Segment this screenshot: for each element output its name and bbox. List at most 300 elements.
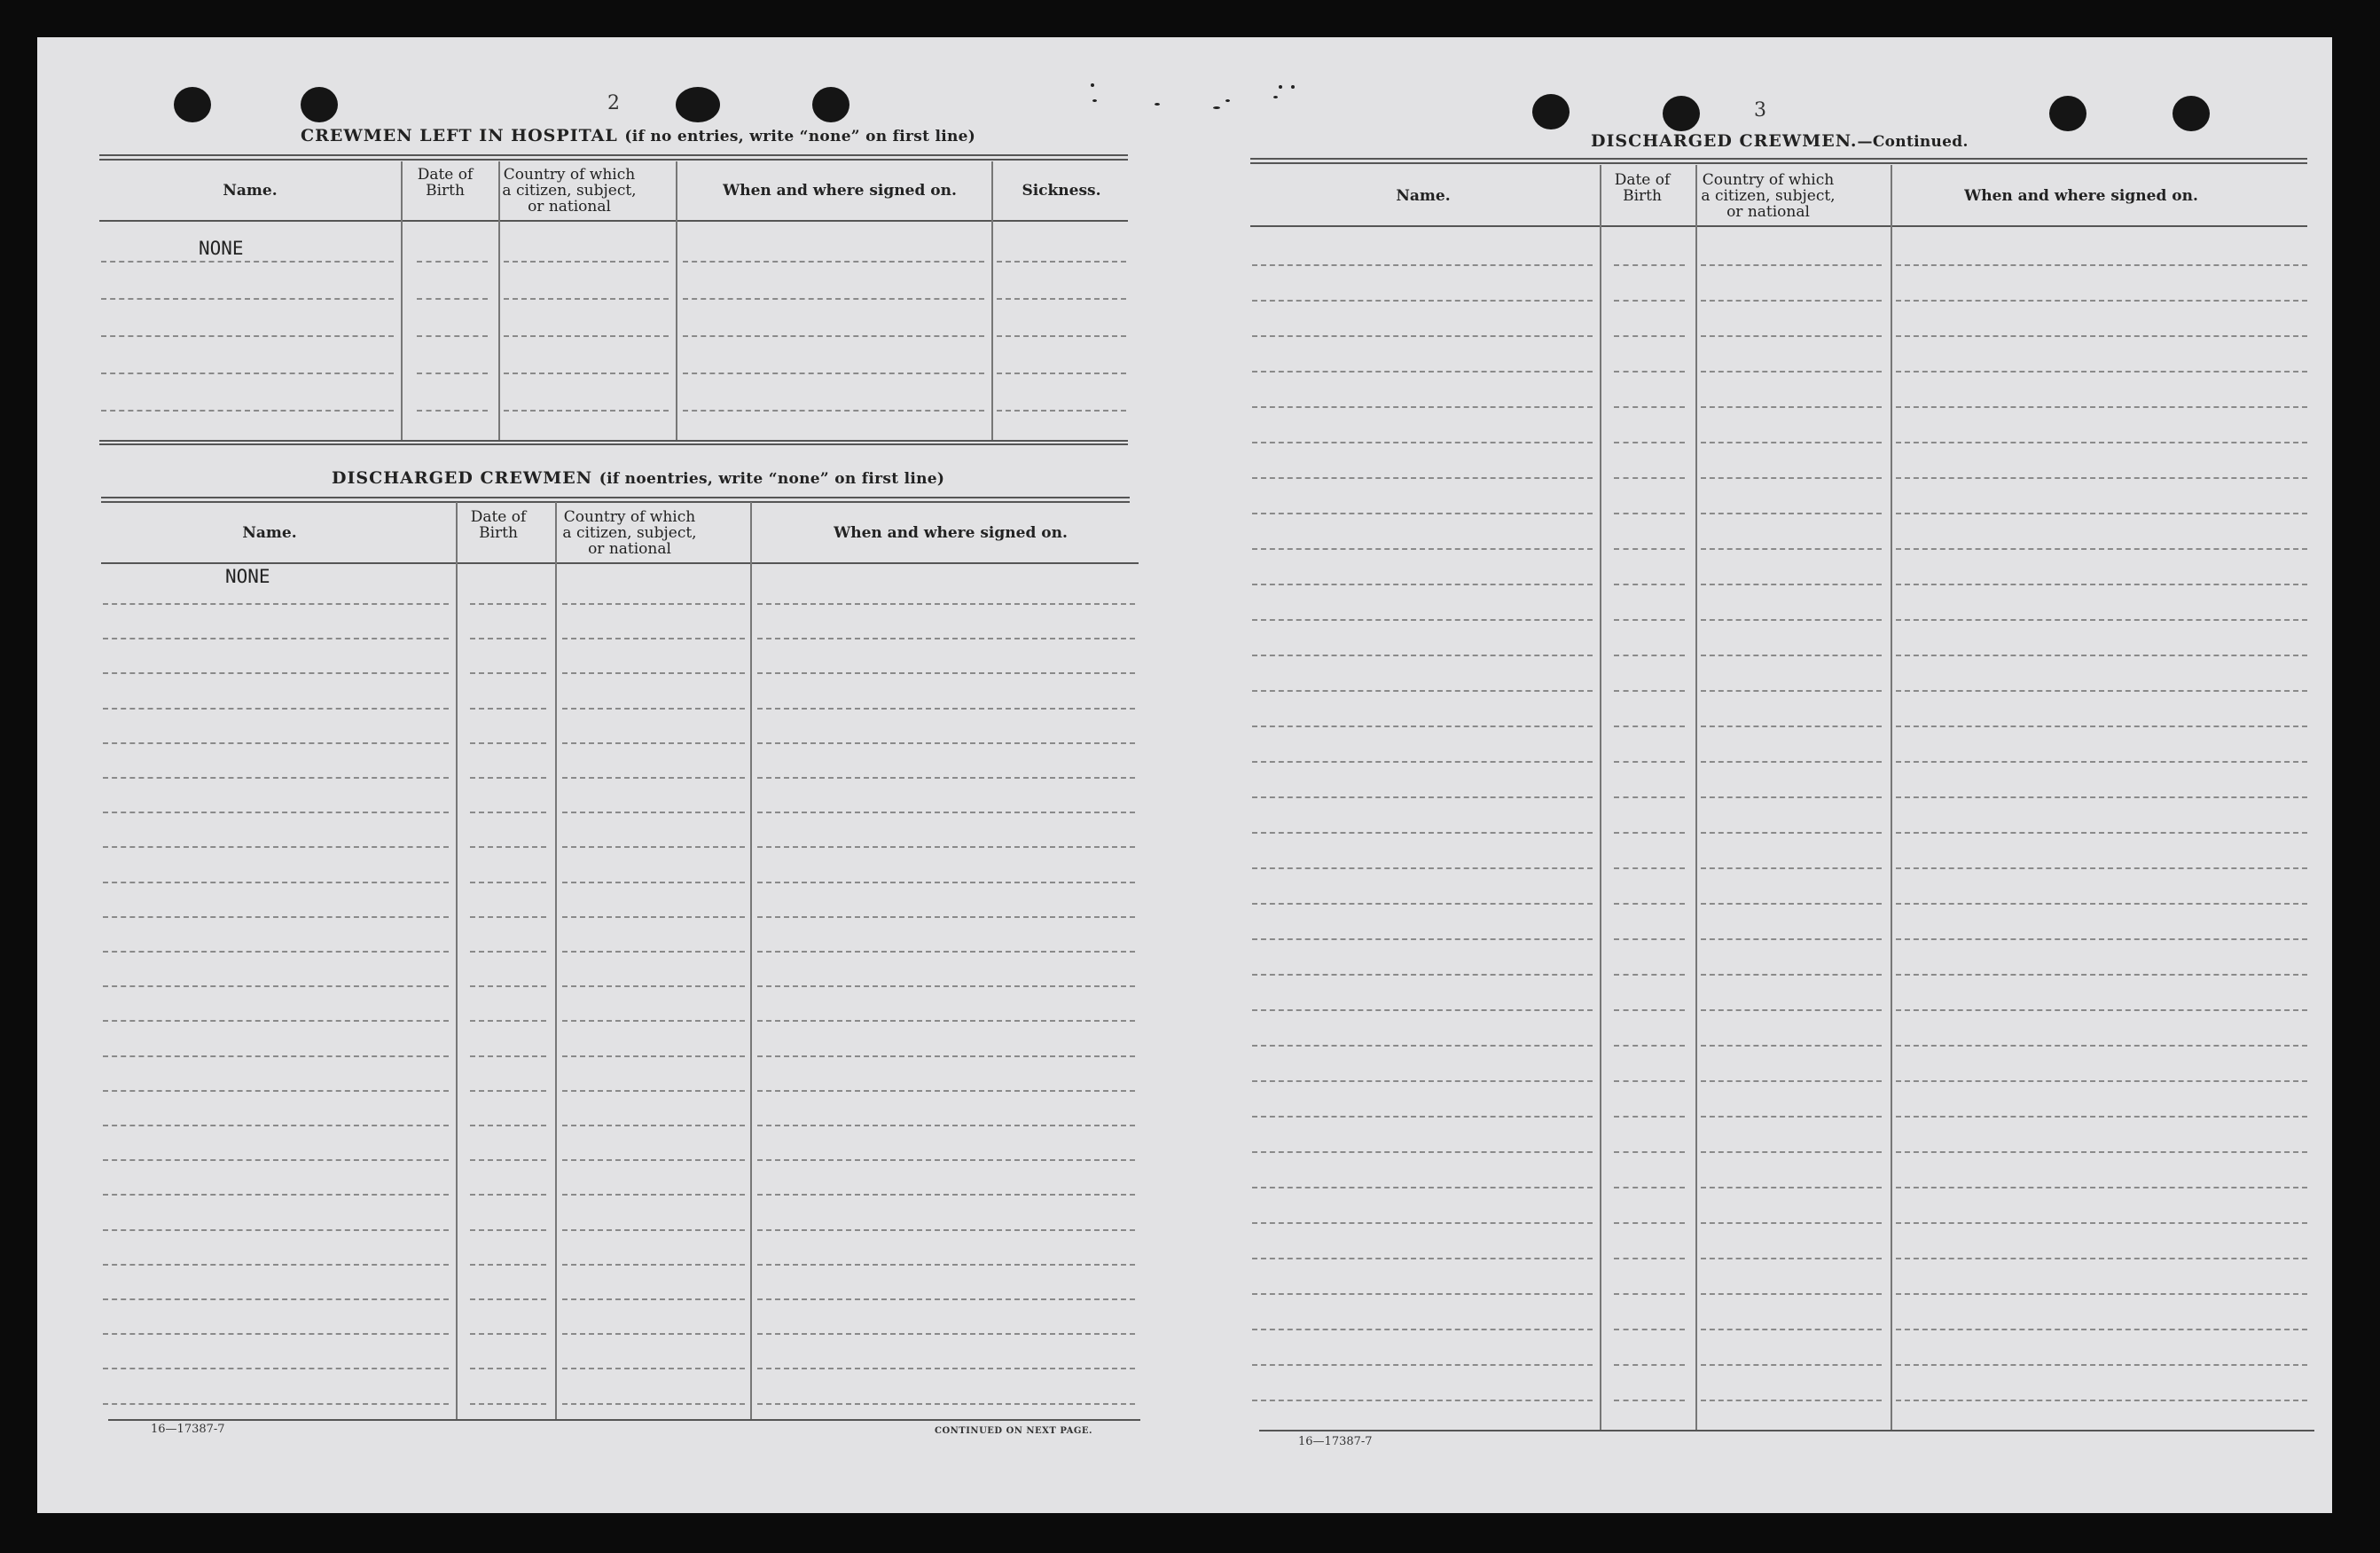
ruled-line — [103, 1159, 449, 1161]
ruled-line — [757, 1055, 1135, 1057]
right-title-text: DISCHARGED CREWMEN. — [1591, 131, 1858, 151]
ruled-line — [997, 335, 1126, 337]
ruled-line — [683, 410, 984, 412]
ruled-line — [562, 1403, 745, 1405]
ruled-line — [1252, 796, 1593, 798]
ruled-line — [470, 1368, 546, 1369]
ruled-line — [1896, 938, 2307, 940]
ruled-line — [470, 812, 546, 813]
punch-hole-icon — [301, 87, 338, 122]
ruled-line — [683, 335, 984, 337]
ruled-line — [1252, 1329, 1593, 1330]
ruled-line — [1614, 513, 1685, 514]
ruled-line — [1252, 655, 1593, 656]
discharged-title-text: DISCHARGED CREWMEN — [332, 468, 593, 488]
discharged-bottom-rule — [108, 1419, 1140, 1421]
ruled-line — [1701, 690, 1882, 692]
ruled-line — [504, 261, 669, 263]
ruled-line — [997, 410, 1126, 412]
ruled-line — [1252, 477, 1593, 479]
ruled-line — [504, 410, 669, 412]
right-section-title — [1591, 131, 1969, 151]
speck — [1155, 103, 1160, 106]
discharged-top-rule — [101, 497, 1130, 503]
ruled-line — [683, 298, 984, 300]
punch-hole-icon — [1663, 96, 1700, 131]
ruled-line — [1701, 903, 1882, 905]
punch-hole-icon — [2049, 96, 2086, 131]
ruled-line — [757, 603, 1135, 605]
ruled-line — [562, 672, 745, 674]
ruled-line — [757, 1090, 1135, 1092]
punch-hole-icon — [174, 87, 211, 122]
ruled-line — [1701, 619, 1882, 621]
ruled-line — [103, 603, 449, 605]
ruled-line — [562, 916, 745, 918]
hospital-title-text: CREWMEN LEFT IN HOSPITAL — [301, 126, 618, 145]
right-col-divider — [1891, 165, 1892, 1430]
ruled-line — [1896, 584, 2307, 585]
ruled-line — [562, 708, 745, 710]
ruled-line — [1252, 264, 1593, 266]
ruled-line — [562, 742, 745, 744]
ruled-line — [757, 882, 1135, 883]
ruled-line — [1614, 690, 1685, 692]
hospital-top-rule — [99, 154, 1128, 161]
ruled-line — [417, 261, 488, 263]
speck — [1213, 106, 1220, 109]
ruled-line — [1614, 1258, 1685, 1259]
ruled-line — [562, 812, 745, 813]
ruled-line — [562, 1229, 745, 1231]
ruled-line — [757, 916, 1135, 918]
ruled-line — [1252, 513, 1593, 514]
ruled-line — [1252, 1293, 1593, 1295]
ruled-line — [562, 1194, 745, 1196]
ruled-line — [1701, 548, 1882, 550]
ruled-line — [1701, 974, 1882, 976]
discharged-header-rule — [101, 562, 1139, 564]
ruled-line — [1614, 761, 1685, 763]
ruled-line — [1252, 726, 1593, 727]
right-col-country: Country of which a citizen, subject, or national — [1701, 171, 1836, 221]
ruled-line — [1896, 1080, 2307, 1082]
ruled-line — [1252, 1258, 1593, 1259]
ruled-line — [1701, 1151, 1882, 1153]
ruled-line — [1614, 903, 1685, 905]
ruled-line — [1614, 619, 1685, 621]
ruled-line — [562, 846, 745, 848]
ruled-line — [103, 1194, 449, 1196]
ruled-line — [1701, 761, 1882, 763]
ruled-line — [757, 638, 1135, 639]
ruled-line — [470, 1229, 546, 1231]
ruled-line — [103, 672, 449, 674]
right-col-divider — [1600, 165, 1601, 1430]
ruled-line — [1896, 1187, 2307, 1188]
ruled-line — [757, 1020, 1135, 1022]
ruled-line — [103, 812, 449, 813]
ruled-line — [757, 1298, 1135, 1300]
ruled-line — [103, 638, 449, 639]
ruled-line — [103, 1229, 449, 1231]
ruled-line — [1614, 548, 1685, 550]
ruled-line — [1701, 1364, 1882, 1366]
ruled-line — [562, 1090, 745, 1092]
hospital-bottom-rule — [99, 440, 1128, 445]
ruled-line — [470, 1055, 546, 1057]
speck — [1291, 85, 1295, 89]
ruled-line — [1614, 406, 1685, 408]
ruled-line — [417, 373, 488, 374]
ruled-line — [103, 1055, 449, 1057]
ruled-line — [1701, 584, 1882, 585]
ruled-line — [1252, 1187, 1593, 1188]
ruled-line — [1614, 584, 1685, 585]
ruled-line — [1614, 300, 1685, 302]
discharged-section-title — [332, 468, 944, 488]
right-col-name: Name. — [1396, 187, 1451, 205]
ruled-line — [470, 1090, 546, 1092]
ruled-line — [1701, 832, 1882, 834]
ruled-line — [470, 1020, 546, 1022]
ruled-line — [1614, 1293, 1685, 1295]
ruled-line — [103, 777, 449, 779]
ruled-line — [1614, 1329, 1685, 1330]
ruled-line — [101, 298, 394, 300]
ruled-line — [470, 1125, 546, 1126]
ruled-line — [757, 1368, 1135, 1369]
ruled-line — [1896, 1151, 2307, 1153]
ruled-line — [1896, 655, 2307, 656]
ruled-line — [470, 777, 546, 779]
ruled-line — [1252, 1080, 1593, 1082]
ruled-line — [470, 1403, 546, 1405]
ruled-line — [1896, 1222, 2307, 1224]
discharged-col-name: Name. — [242, 524, 297, 542]
ruled-line — [103, 1264, 449, 1266]
ruled-line — [1614, 1009, 1685, 1011]
ruled-line — [1701, 1080, 1882, 1082]
ruled-line — [1896, 832, 2307, 834]
ruled-line — [1896, 300, 2307, 302]
punch-hole-icon — [1532, 94, 1570, 129]
ruled-line — [470, 882, 546, 883]
ruled-line — [103, 742, 449, 744]
discharged-subtitle-text: (if noentries, write “none” on first line) — [599, 470, 945, 488]
punch-hole-icon — [2173, 96, 2210, 131]
ruled-line — [997, 298, 1126, 300]
punch-hole-icon — [676, 87, 720, 122]
ruled-line — [757, 846, 1135, 848]
ruled-line — [417, 335, 488, 337]
ruled-line — [504, 298, 669, 300]
right-header-rule — [1250, 225, 2307, 227]
ruled-line — [757, 951, 1135, 953]
speck — [1091, 83, 1094, 87]
right-col-signed: When and where signed on. — [1964, 187, 2198, 205]
ruled-line — [562, 638, 745, 639]
ruled-line — [1614, 796, 1685, 798]
ruled-line — [1896, 690, 2307, 692]
ruled-line — [470, 1194, 546, 1196]
ruled-line — [562, 1159, 745, 1161]
ruled-line — [103, 882, 449, 883]
ruled-line — [562, 1125, 745, 1126]
ruled-line — [1701, 796, 1882, 798]
ruled-line — [470, 1159, 546, 1161]
ruled-line — [562, 1298, 745, 1300]
ruled-line — [1252, 690, 1593, 692]
ruled-line — [1701, 1293, 1882, 1295]
ruled-line — [1252, 548, 1593, 550]
hospital-header-rule — [99, 220, 1128, 222]
ruled-line — [1701, 726, 1882, 727]
ruled-line — [757, 708, 1135, 710]
discharged-col-divider — [456, 502, 458, 1421]
ruled-line — [103, 1403, 449, 1405]
ruled-line — [562, 951, 745, 953]
document-sheet — [37, 37, 2332, 1513]
ruled-line — [1896, 761, 2307, 763]
ruled-line — [1701, 1045, 1882, 1047]
ruled-line — [1896, 513, 2307, 514]
ruled-line — [1701, 1187, 1882, 1188]
ruled-line — [1896, 619, 2307, 621]
ruled-line — [757, 1194, 1135, 1196]
ruled-line — [1896, 974, 2307, 976]
ruled-line — [1701, 1400, 1882, 1401]
ruled-line — [997, 373, 1126, 374]
hospital-col-signed: When and where signed on. — [723, 182, 957, 200]
ruled-line — [470, 985, 546, 987]
ruled-line — [1701, 1222, 1882, 1224]
ruled-line — [504, 335, 669, 337]
ruled-line — [562, 777, 745, 779]
ruled-line — [757, 1333, 1135, 1335]
discharged-col-dob: Date of Birth — [470, 508, 527, 542]
ruled-line — [1701, 655, 1882, 656]
ruled-line — [1614, 867, 1685, 869]
ruled-line — [103, 846, 449, 848]
ruled-line — [1896, 1045, 2307, 1047]
ruled-line — [470, 846, 546, 848]
ruled-line — [470, 1298, 546, 1300]
ruled-line — [1701, 300, 1882, 302]
ruled-line — [1614, 1080, 1685, 1082]
ruled-line — [1701, 1116, 1882, 1118]
ruled-line — [1252, 619, 1593, 621]
ruled-line — [1896, 335, 2307, 337]
ruled-line — [1252, 1151, 1593, 1153]
ruled-line — [1701, 477, 1882, 479]
ruled-line — [1701, 264, 1882, 266]
discharged-col-divider — [555, 502, 557, 1421]
ruled-line — [1614, 1116, 1685, 1118]
ruled-line — [101, 373, 394, 374]
ruled-line — [1614, 1045, 1685, 1047]
ruled-line — [1252, 1400, 1593, 1401]
ruled-line — [103, 708, 449, 710]
ruled-line — [1252, 406, 1593, 408]
ruled-line — [757, 1264, 1135, 1266]
form-number: 16—17387-7 — [1298, 1435, 1373, 1448]
ruled-line — [1614, 371, 1685, 373]
ruled-line — [1701, 938, 1882, 940]
ruled-line — [103, 916, 449, 918]
ruled-line — [103, 951, 449, 953]
hospital-col-sickness: Sickness. — [1022, 182, 1101, 200]
ruled-line — [470, 672, 546, 674]
ruled-line — [1701, 1009, 1882, 1011]
hospital-section-title — [301, 126, 975, 145]
right-col-divider — [1695, 165, 1697, 1430]
ruled-line — [417, 410, 488, 412]
ruled-line — [1896, 1009, 2307, 1011]
ruled-line — [757, 1229, 1135, 1231]
ruled-line — [1701, 1329, 1882, 1330]
ruled-line — [683, 261, 984, 263]
ruled-line — [1614, 832, 1685, 834]
ruled-line — [103, 1368, 449, 1369]
ruled-line — [1614, 1364, 1685, 1366]
discharged-entry-none: NONE — [225, 566, 270, 587]
ruled-line — [470, 916, 546, 918]
ruled-line — [1252, 442, 1593, 443]
hospital-col-divider — [401, 161, 403, 442]
ruled-line — [562, 882, 745, 883]
discharged-col-divider — [750, 502, 752, 1421]
speck — [1279, 85, 1282, 89]
ruled-line — [1701, 335, 1882, 337]
ruled-line — [1896, 1258, 2307, 1259]
ruled-line — [101, 410, 394, 412]
hospital-subtitle-text: (if no entries, write “none” on first line) — [624, 128, 976, 145]
ruled-line — [757, 777, 1135, 779]
ruled-line — [103, 985, 449, 987]
ruled-line — [1896, 264, 2307, 266]
ruled-line — [1252, 832, 1593, 834]
speck — [1092, 99, 1097, 102]
ruled-line — [1252, 1222, 1593, 1224]
ruled-line — [1701, 442, 1882, 443]
ruled-line — [562, 603, 745, 605]
ruled-line — [1896, 442, 2307, 443]
ruled-line — [1614, 726, 1685, 727]
ruled-line — [1701, 371, 1882, 373]
ruled-line — [1252, 867, 1593, 869]
ruled-line — [1701, 1258, 1882, 1259]
ruled-line — [101, 261, 394, 263]
discharged-col-country: Country of which a citizen, subject, or national — [562, 508, 697, 558]
ruled-line — [1896, 1329, 2307, 1330]
ruled-line — [1896, 1400, 2307, 1401]
page-number: 3 — [1754, 99, 1766, 122]
punch-hole-icon — [812, 87, 849, 122]
ruled-line — [1614, 1151, 1685, 1153]
ruled-line — [1252, 761, 1593, 763]
hospital-col-divider — [676, 161, 677, 442]
ruled-line — [562, 1368, 745, 1369]
discharged-col-signed: When and where signed on. — [834, 524, 1068, 542]
ruled-line — [1252, 1045, 1593, 1047]
hospital-entry-none: NONE — [199, 238, 244, 259]
ruled-line — [1896, 796, 2307, 798]
ruled-line — [504, 373, 669, 374]
ruled-line — [1614, 335, 1685, 337]
ruled-line — [1614, 1222, 1685, 1224]
hospital-col-country: Country of which a citizen, subject, or national — [502, 166, 637, 216]
ruled-line — [757, 1403, 1135, 1405]
ruled-line — [757, 1125, 1135, 1126]
ruled-line — [417, 298, 488, 300]
ruled-line — [1896, 726, 2307, 727]
speck — [1273, 96, 1278, 98]
ruled-line — [1896, 477, 2307, 479]
ruled-line — [470, 708, 546, 710]
ruled-line — [562, 1333, 745, 1335]
ruled-line — [103, 1020, 449, 1022]
hospital-col-divider — [991, 161, 993, 442]
ruled-line — [1252, 974, 1593, 976]
ruled-line — [103, 1125, 449, 1126]
right-title-suffix: —Continued. — [1857, 133, 1969, 151]
ruled-line — [1701, 406, 1882, 408]
ruled-line — [1701, 513, 1882, 514]
ruled-line — [1252, 335, 1593, 337]
ruled-line — [562, 1264, 745, 1266]
ruled-line — [470, 742, 546, 744]
ruled-line — [1614, 938, 1685, 940]
hospital-col-dob: Date of Birth — [417, 166, 474, 200]
ruled-line — [1252, 584, 1593, 585]
ruled-line — [1614, 264, 1685, 266]
ruled-line — [562, 1020, 745, 1022]
ruled-line — [1896, 867, 2307, 869]
right-top-rule — [1250, 158, 2307, 164]
speck — [1225, 99, 1230, 102]
ruled-line — [470, 603, 546, 605]
ruled-line — [1896, 371, 2307, 373]
right-bottom-rule — [1259, 1430, 2314, 1431]
right-col-dob: Date of Birth — [1614, 171, 1671, 205]
ruled-line — [470, 951, 546, 953]
ruled-line — [1614, 442, 1685, 443]
ruled-line — [1896, 903, 2307, 905]
ruled-line — [1614, 655, 1685, 656]
page-number: 2 — [607, 92, 620, 114]
hospital-col-name: Name. — [223, 182, 278, 200]
ruled-line — [757, 985, 1135, 987]
form-number: 16—17387-7 — [151, 1423, 225, 1436]
ruled-line — [562, 985, 745, 987]
ruled-line — [470, 1264, 546, 1266]
ruled-line — [1252, 1364, 1593, 1366]
ruled-line — [757, 812, 1135, 813]
ruled-line — [1614, 1400, 1685, 1401]
ruled-line — [103, 1090, 449, 1092]
ruled-line — [470, 1333, 546, 1335]
ruled-line — [101, 335, 394, 337]
ruled-line — [1252, 903, 1593, 905]
ruled-line — [1614, 1187, 1685, 1188]
ruled-line — [1252, 1009, 1593, 1011]
continued-note: CONTINUED ON NEXT PAGE. — [935, 1426, 1093, 1436]
ruled-line — [1252, 300, 1593, 302]
ruled-line — [103, 1333, 449, 1335]
ruled-line — [1614, 974, 1685, 976]
ruled-line — [1896, 1293, 2307, 1295]
